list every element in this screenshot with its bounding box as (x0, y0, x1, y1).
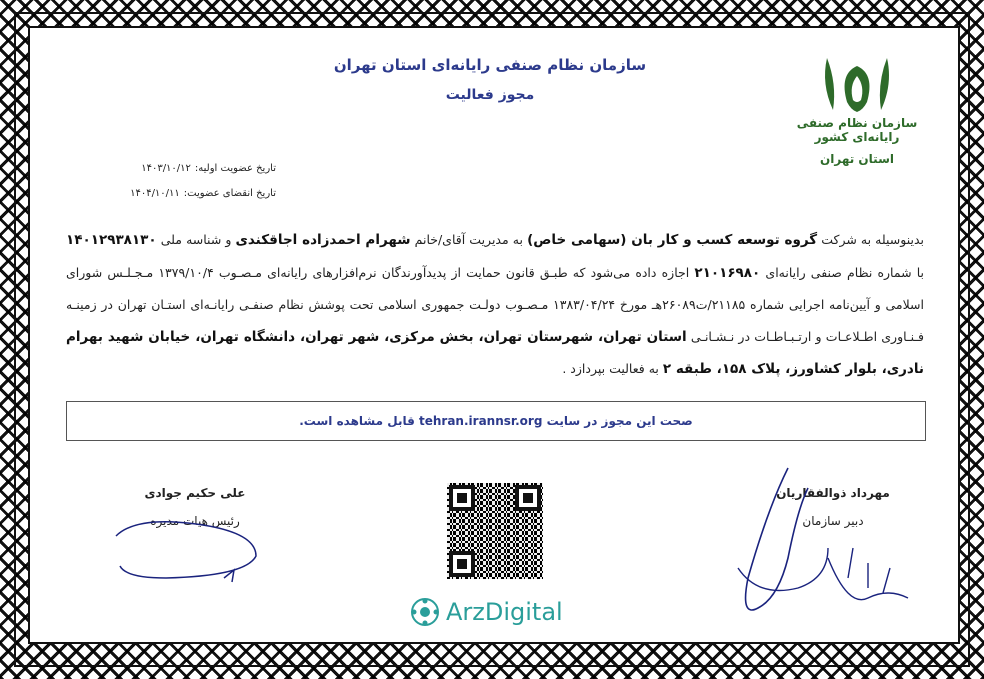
member-number: ۲۱۰۱۶۹۸۰ (694, 264, 761, 281)
qr-finder (449, 551, 475, 577)
verification-box (66, 401, 926, 441)
qr-code[interactable] (447, 483, 543, 579)
expire-date-value: ۱۴۰۴/۱۰/۱۱ (130, 188, 180, 199)
verify-suffix: قابل مشاهده است. (299, 414, 415, 428)
business-address: استان تهران، شهرستان تهران، بخش مرکزی، شهر تهران، دانشگاه تهران، خیابان شهید بهرام نادری، بلوار کشاورز، پلاک ۱۵۸، طبقه ۲ (66, 328, 924, 377)
body-part-3: و شناسه ملی (160, 232, 232, 247)
secretary-name: مهرداد ذوالفقاریان (776, 486, 890, 500)
company-name: گروه توسعه کسب و کار بان (سهامی خاص) (527, 232, 818, 248)
arzdigital-logo-icon (410, 597, 440, 627)
license-body (66, 224, 924, 386)
body-part-2: به مدیریت آقای/خانم (414, 232, 523, 247)
watermark (410, 594, 590, 630)
organization-title: سازمان نظام صنفی رایانه‌ای استان تهران (333, 56, 647, 74)
join-date-row (76, 156, 276, 181)
organization-logo (792, 54, 922, 184)
body-part-6: به فعالیت بپردازد . (562, 361, 659, 376)
secretary-role: دبیر سازمان (802, 514, 864, 528)
join-date-value: ۱۴۰۳/۱۰/۱۲ (141, 163, 191, 174)
verify-site-link[interactable]: tehran.irannsr.org (419, 414, 543, 428)
qr-finder (449, 485, 475, 511)
expire-date-row (76, 181, 276, 206)
document-title: مجوز فعالیت (445, 87, 535, 103)
body-part-5: اجازه داده می‌شود که طبـق قانون حمایت از پدیدآورندگان نرم‌افزارهای رایانه‌ای مـصـوب ۱۳۷۹/۱۰/۴ مـجـلـس شورای اسلامی و آیین‌نامه اجرایی شماره ۲۱۱۸۵/ت۲۶۰۸۹هـ مورخ ۱۳۸۳/۰۴/۲۴ مـصـوب دولـت جمهوری اسلامی تحت پوشش نظام صنفـی رایانـه‌ای استـان تهران در زمینـه فـنـاوری اطـلاعـات و ارتـبـاطـات در نـشـانـی (66, 264, 925, 344)
logo-emblem-icon (817, 54, 897, 114)
membership-dates (76, 156, 276, 206)
join-date-label: تاریخ عضویت اولیه: (194, 163, 276, 174)
certificate-paper (28, 26, 960, 644)
body-part-1: بدینوسیله به شرکت (821, 232, 925, 247)
chairman-name: علی حکیم جوادی (144, 486, 246, 500)
verify-prefix: صحت این مجوز در سایت (546, 414, 693, 428)
body-part-4: با شماره نظام صنفی رایانه‌ای (765, 264, 924, 280)
national-id: ۱۴۰۱۲۹۳۸۱۳۰ (66, 232, 157, 248)
qr-finder (515, 485, 541, 511)
watermark-text: ArzDigital (446, 598, 563, 626)
manager-name: شهرام احمدزاده اجاقکندی (235, 232, 411, 248)
expire-date-label: تاریخ انقضای عضویت: (183, 188, 276, 199)
chairman-signature-icon (106, 506, 276, 586)
logo-caption: سازمان نظام صنفی رایانه‌ای کشور (796, 116, 918, 144)
secretary-signature-icon (718, 448, 918, 628)
logo-region: استان تهران (820, 152, 894, 166)
chairman-role: رئیس هیات مدیره (150, 514, 240, 528)
